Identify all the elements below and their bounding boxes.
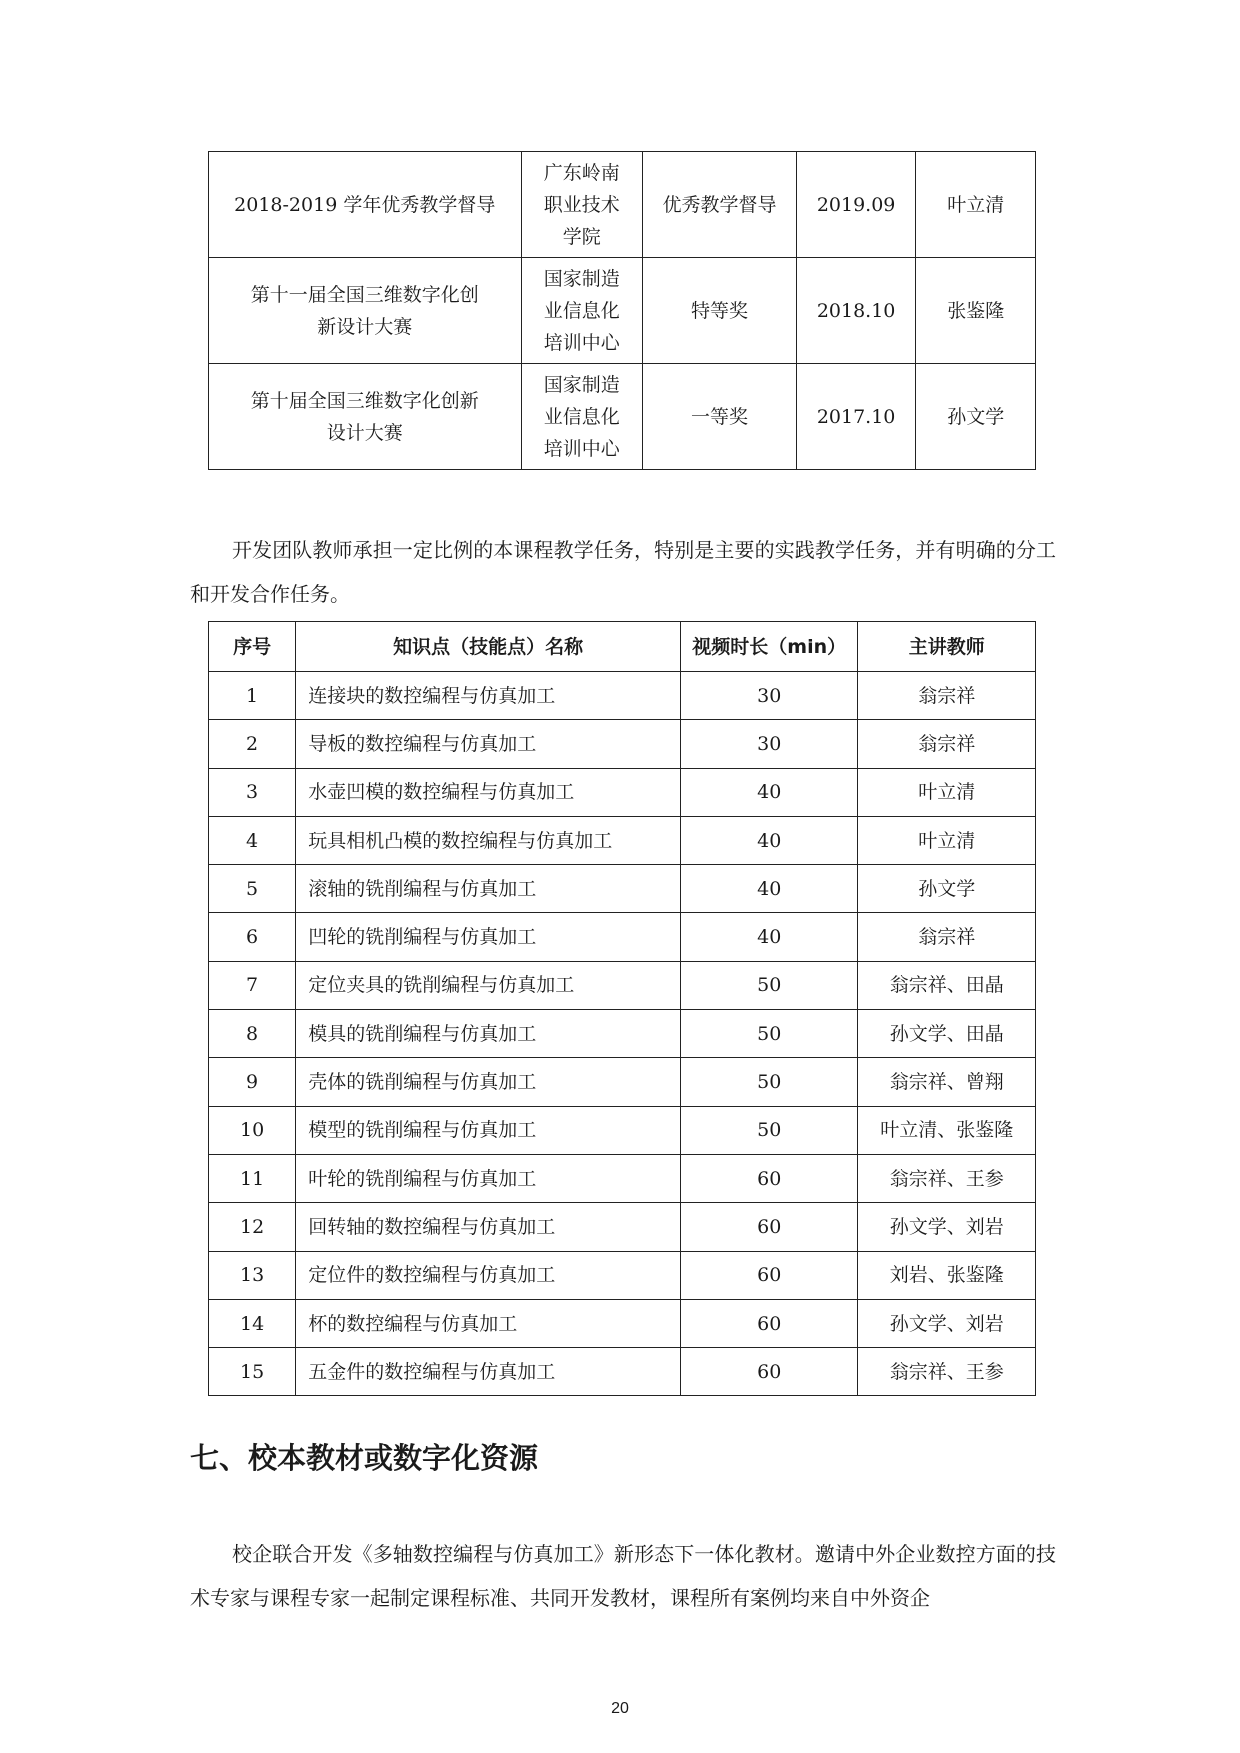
- video-table-row: [209, 1058, 1036, 1106]
- award-name-cell: [209, 152, 522, 258]
- award-row: [209, 258, 1036, 364]
- paragraph-textbook: 校企联合开发《多轴数控编程与仿真加工》新形态下一体化教材。邀请中外企业数控方面的技术专家与课程专家一起制定课程标准、共同开发教材，课程所有案例均来自中外资企: [190, 1542, 1056, 1610]
- award-org-cell-line: 国家制造: [543, 373, 620, 396]
- row-no: 9: [209, 1058, 296, 1106]
- row-no: 11: [209, 1154, 296, 1202]
- award-name-cell-line: 新设计大赛: [317, 315, 413, 338]
- video-resources-table: [208, 621, 1036, 1396]
- row-topic: 导板的数控编程与仿真加工: [296, 720, 681, 768]
- award-level-cell: 优秀教学督导: [643, 152, 797, 258]
- row-teacher: 孙文学: [858, 865, 1036, 913]
- row-duration: 50: [680, 1058, 858, 1106]
- row-duration: 60: [680, 1348, 858, 1396]
- row-no: 6: [209, 913, 296, 961]
- row-no: 8: [209, 1010, 296, 1058]
- row-topic: 定位件的数控编程与仿真加工: [296, 1251, 681, 1299]
- row-duration: 60: [680, 1154, 858, 1202]
- award-date-cell: 2018.10: [796, 258, 916, 364]
- video-table-row: [209, 961, 1036, 1009]
- award-org-cell: [521, 364, 643, 470]
- header-teacher: 主讲教师: [858, 622, 1036, 672]
- row-topic: 模具的铣削编程与仿真加工: [296, 1010, 681, 1058]
- award-level-cell: 特等奖: [643, 258, 797, 364]
- row-topic: 水壶凹模的数控编程与仿真加工: [296, 768, 681, 816]
- row-topic: 回转轴的数控编程与仿真加工: [296, 1203, 681, 1251]
- header-duration: 视频时长（min）: [680, 622, 858, 672]
- row-teacher: 叶立清: [858, 816, 1036, 864]
- award-person-cell: 叶立清: [916, 152, 1036, 258]
- row-teacher: 孙文学、刘岩: [858, 1299, 1036, 1347]
- row-no: 14: [209, 1299, 296, 1347]
- awards-table-body: [209, 152, 1036, 470]
- row-duration: 30: [680, 720, 858, 768]
- row-no: 13: [209, 1251, 296, 1299]
- row-duration: 40: [680, 768, 858, 816]
- award-org-cell-line: 业信息化: [543, 299, 620, 322]
- award-person-cell: 张鉴隆: [916, 258, 1036, 364]
- row-teacher: 翁宗祥: [858, 672, 1036, 720]
- row-duration: 40: [680, 865, 858, 913]
- award-org-cell-line: 培训中心: [543, 331, 620, 354]
- video-table-row: [209, 720, 1036, 768]
- row-topic: 模型的铣削编程与仿真加工: [296, 1106, 681, 1154]
- award-name-cell-line: 第十届全国三维数字化创新: [250, 389, 479, 412]
- row-duration: 50: [680, 1106, 858, 1154]
- award-row: [209, 152, 1036, 258]
- row-no: 7: [209, 961, 296, 1009]
- row-topic: 滚轴的铣削编程与仿真加工: [296, 865, 681, 913]
- header-topic: 知识点（技能点）名称: [296, 622, 681, 672]
- row-teacher: 翁宗祥、曾翔: [858, 1058, 1036, 1106]
- row-no: 3: [209, 768, 296, 816]
- awards-table: [208, 151, 1036, 470]
- video-table-row: [209, 865, 1036, 913]
- row-topic: 杯的数控编程与仿真加工: [296, 1299, 681, 1347]
- row-duration: 30: [680, 672, 858, 720]
- award-level-cell: 一等奖: [643, 364, 797, 470]
- row-teacher: 叶立清: [858, 768, 1036, 816]
- award-row: [209, 364, 1036, 470]
- row-no: 10: [209, 1106, 296, 1154]
- row-teacher: 孙文学、田晶: [858, 1010, 1036, 1058]
- row-teacher: 刘岩、张鉴隆: [858, 1251, 1036, 1299]
- award-org-cell-line: 广东岭南: [543, 161, 620, 184]
- video-table-row: [209, 1251, 1036, 1299]
- award-date-cell: 2019.09: [796, 152, 916, 258]
- row-duration: 60: [680, 1251, 858, 1299]
- row-duration: 50: [680, 1010, 858, 1058]
- row-teacher: 孙文学、刘岩: [858, 1203, 1036, 1251]
- award-name-cell-line: 2018-2019 学年优秀教学督导: [234, 193, 496, 216]
- video-table-row: [209, 913, 1036, 961]
- header-no: 序号: [209, 622, 296, 672]
- award-name-cell-line: 第十一届全国三维数字化创: [250, 283, 479, 306]
- row-no: 1: [209, 672, 296, 720]
- award-org-cell-line: 培训中心: [543, 437, 620, 460]
- row-duration: 60: [680, 1299, 858, 1347]
- award-org-cell-line: 职业技术: [543, 193, 620, 216]
- award-person-cell: 孙文学: [916, 364, 1036, 470]
- video-table-header-row: [209, 622, 1036, 672]
- video-table-row: [209, 768, 1036, 816]
- video-table-row: [209, 1010, 1036, 1058]
- row-duration: 40: [680, 913, 858, 961]
- row-teacher: 叶立清、张鉴隆: [858, 1106, 1036, 1154]
- award-name-cell: [209, 364, 522, 470]
- video-table-body: [209, 672, 1036, 1396]
- video-table-header: [209, 622, 1036, 672]
- row-teacher: 翁宗祥、王参: [858, 1348, 1036, 1396]
- row-teacher: 翁宗祥: [858, 720, 1036, 768]
- award-org-cell-line: 国家制造: [543, 267, 620, 290]
- row-topic: 定位夹具的铣削编程与仿真加工: [296, 961, 681, 1009]
- row-topic: 连接块的数控编程与仿真加工: [296, 672, 681, 720]
- video-table-row: [209, 816, 1036, 864]
- row-teacher: 翁宗祥、田晶: [858, 961, 1036, 1009]
- row-no: 4: [209, 816, 296, 864]
- row-duration: 60: [680, 1203, 858, 1251]
- video-table-row: [209, 1299, 1036, 1347]
- row-duration: 40: [680, 816, 858, 864]
- row-topic: 壳体的铣削编程与仿真加工: [296, 1058, 681, 1106]
- award-name-cell-line: 设计大赛: [326, 421, 403, 444]
- row-teacher: 翁宗祥: [858, 913, 1036, 961]
- row-topic: 凹轮的铣削编程与仿真加工: [296, 913, 681, 961]
- row-no: 5: [209, 865, 296, 913]
- video-table-row: [209, 1203, 1036, 1251]
- award-name-cell: [209, 258, 522, 364]
- video-table-row: [209, 1106, 1036, 1154]
- row-teacher: 翁宗祥、王参: [858, 1154, 1036, 1202]
- award-org-cell: [521, 152, 643, 258]
- row-duration: 50: [680, 961, 858, 1009]
- video-table-row: [209, 672, 1036, 720]
- award-org-cell: [521, 258, 643, 364]
- section-heading: 七、校本教材或数字化资源: [190, 1441, 539, 1475]
- award-org-cell-line: 业信息化: [543, 405, 620, 428]
- row-topic: 五金件的数控编程与仿真加工: [296, 1348, 681, 1396]
- page-number: 20: [611, 1700, 629, 1717]
- video-table-row: [209, 1154, 1036, 1202]
- row-no: 12: [209, 1203, 296, 1251]
- row-topic: 叶轮的铣削编程与仿真加工: [296, 1154, 681, 1202]
- row-no: 15: [209, 1348, 296, 1396]
- award-date-cell: 2017.10: [796, 364, 916, 470]
- row-no: 2: [209, 720, 296, 768]
- award-org-cell-line: 学院: [562, 225, 601, 248]
- video-table-row: [209, 1348, 1036, 1396]
- row-topic: 玩具相机凸模的数控编程与仿真加工: [296, 816, 681, 864]
- paragraph-team-teaching: 开发团队教师承担一定比例的本课程教学任务，特别是主要的实践教学任务，并有明确的分工和开发合作任务。: [190, 538, 1056, 606]
